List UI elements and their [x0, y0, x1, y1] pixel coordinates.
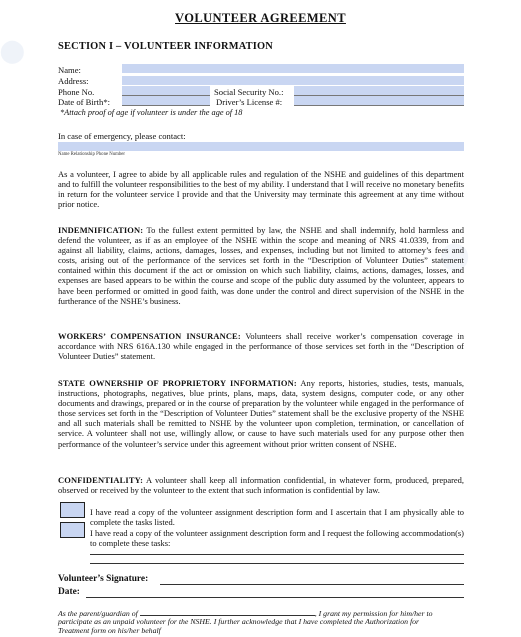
- address-field[interactable]: [122, 76, 464, 85]
- indemnification-text: To the fullest extent permitted by law, the NSHE and shall indemnify, hold harmless and defend the volunteer, as if as an employee of the NSHE within the scope and meaning of NRS 41.0339, from and against all liability, claims, actions, damages, losses, and expenses, including but not limited to attorney’s fees and costs, arising out of the performance of the services set forth in the “Description of Volunteer Duties” statement contained within this document if the act or omission on which such liability, claims, actions, damages, losses, and expenses are based appears to be within the course and scope of the public duty assumed by the volunteer, appears to have been performed or omitted in good faith, was done under the control and direct supervision of the NSHE in the furtherance of the NSHE’s business.: [58, 225, 464, 306]
- section-heading: SECTION I – VOLUNTEER INFORMATION: [58, 41, 274, 52]
- intro-paragraph: As a volunteer, I agree to abide by all applicable rules and regulation of the NSHE and guidelines of this department and to fulfill the volunteer responsibilities to the best of my ability. I understand that I will receive no monetary benefits in return for the volunteer service I provide and that the University may terminate this agreement at any time without prior notice.: [58, 169, 464, 210]
- address-label: Address:: [58, 76, 89, 86]
- workers-comp-heading: WORKERS’ COMPENSATION INSURANCE:: [58, 331, 241, 341]
- watermark-shape: ⬤: [0, 38, 25, 63]
- watermark-shape: ⬤: [440, 240, 470, 270]
- indemnification-paragraph: [58, 225, 464, 306]
- confidentiality-paragraph: [58, 475, 464, 495]
- phone-field[interactable]: [122, 86, 210, 96]
- license-field[interactable]: [294, 96, 464, 106]
- name-field[interactable]: [122, 64, 464, 73]
- workers-comp-paragraph: [58, 331, 464, 361]
- emergency-contact-field[interactable]: [58, 142, 464, 151]
- guardian-name-line[interactable]: [140, 607, 315, 616]
- emergency-sublabels: Name Relationship Phone Number: [58, 152, 126, 157]
- signature-line[interactable]: [160, 584, 464, 585]
- checkbox-request-accommodation-label: I have read a copy of the volunteer assignment description form and I request the following accommodation(s) to complete these tasks:: [90, 528, 464, 549]
- state-ownership-paragraph: [58, 378, 464, 449]
- date-line[interactable]: [86, 597, 464, 598]
- dob-label: Date of Birth*:: [58, 97, 111, 107]
- emergency-contact-label: In case of emergency, please contact:: [58, 131, 186, 141]
- ssn-label: Social Security No.:: [214, 87, 284, 97]
- guardian-line-2: participate as an unpaid volunteer for the NSHE. I further acknowledge that I have completed the Authorization for: [58, 617, 420, 626]
- state-ownership-heading: STATE OWNERSHIP OF PROPRIETORY INFORMATION:: [58, 378, 297, 388]
- guardian-line-3: Treatment form on his/her behalf: [58, 626, 161, 635]
- attach-proof-note: *Attach proof of age if volunteer is under the age of 18: [60, 108, 243, 117]
- workers-comp-text: Volunteers shall receive worker’s compensation coverage in accordance with NRS 616A.130 while engaged in the performance of those services set forth in the “Description of Volunteer Duties” statement.: [58, 331, 464, 362]
- name-label: Name:: [58, 65, 81, 75]
- accommodation-line-1[interactable]: [90, 554, 464, 555]
- checkbox-request-accommodation[interactable]: [60, 522, 85, 538]
- checkbox-able-to-complete-label: I have read a copy of the volunteer assignment description form and I ascertain that I am physically able to complete the tasks listed.: [90, 507, 464, 528]
- date-label: Date:: [58, 587, 80, 597]
- accommodation-line-2[interactable]: [90, 563, 464, 564]
- guardian-prefix: As the parent/guardian of: [58, 609, 138, 618]
- guardian-suffix: , I grant my permission for him/her to: [314, 609, 433, 618]
- confidentiality-heading: CONFIDENTIALITY:: [58, 475, 144, 485]
- dob-field[interactable]: [122, 96, 210, 106]
- license-label: Driver’s License #:: [216, 97, 283, 107]
- phone-label: Phone No.: [58, 87, 95, 97]
- state-ownership-text: Any reports, histories, studies, tests, manuals, instructions, photographs, negatives, blue prints, plans, maps, data, system designs, computer code, or any other documents and drawings, prepared or in the course of preparation by the volunteer while engaged in the performance of those services set forth in the “Description of Volunteer Duties” statement shall be the exclusive property of the NSHE and all such materials shall be remitted to NSHE by the volunteer upon completion, termination, or cancellation of service. A volunteer shall not use, willingly allow, or cause to have such materials used for any purpose other then performance of the volunteer’s service under this agreement without prior written consent of NSHE.: [58, 378, 464, 449]
- indemnification-heading: INDEMNIFICATION:: [58, 225, 144, 235]
- checkbox-able-to-complete[interactable]: [60, 502, 85, 518]
- signature-label: Volunteer’s Signature:: [58, 574, 149, 584]
- document-title: VOLUNTEER AGREEMENT: [175, 11, 346, 25]
- ssn-field[interactable]: [294, 86, 464, 96]
- confidentiality-text: A volunteer shall keep all information confidential, in whatever form, produced, prepared, observed or received by the volunteer to the extent that such information is confidential by law.: [58, 475, 464, 496]
